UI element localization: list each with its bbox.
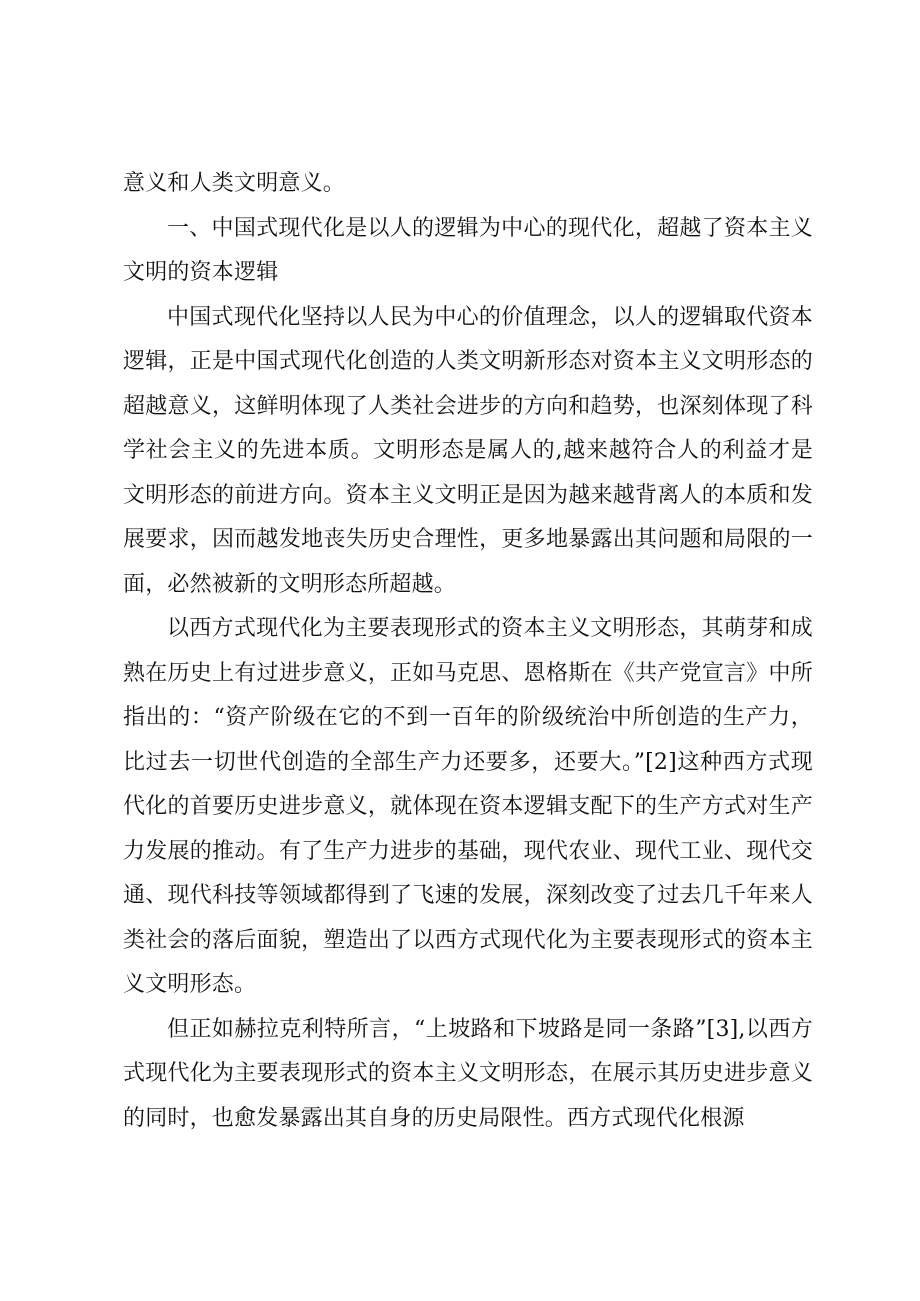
section-heading: 一、中国式现代化是以人的逻辑为中心的现代化，超越了资本主义文明的资本逻辑 <box>123 215 813 285</box>
paragraph-continuation: 意义和人类文明意义。 <box>123 171 346 196</box>
paragraph: 中国式现代化坚持以人民为中心的价值理念，以人的逻辑取代资本逻辑，正是中国式现代化创造的人类文明新形态对资本主义文明形态的超越意义，这鲜明体现了人类社会进步的方向和趋势，也深刻体现了科学社会主义的先进本质。文明形态是属人的,越来越符合人的利益才是文明形态的前进方向。资本主义文明正是因为越来越背离人的本质和发展要求，因而越发地丧失历史合理性，更多地暴露出其问题和局限的一面，必然被新的文明形态所超越。 <box>123 304 813 597</box>
body-text <box>123 162 813 1141</box>
paragraph: 但正如赫拉克利特所言，“上坡路和下坡路是同一条路”[3],以西方式现代化为主要表现形式的资本主义文明形态，在展示其历史进步意义的同时，也愈发暴露出其自身的历史局限性。西方式现代化根源 <box>123 1016 813 1131</box>
paragraph: 以西方式现代化为主要表现形式的资本主义文明形态，其萌芽和成熟在历史上有过进步意义，正如马克思、恩格斯在《共产党宣言》中所指出的：“资产阶级在它的不到一百年的阶级统治中所创造的生产力，比过去一切世代创造的全部生产力还要多，还要大。”[2]这种西方式现代化的首要历史进步意义，就体现在资本逻辑支配下的生产方式对生产力发展的推动。有了生产力进步的基础，现代农业、现代工业、现代交通、现代科技等领域都得到了飞速的发展，深刻改变了过去几千年来人类社会的落后面貌，塑造出了以西方式现代化为主要表现形式的资本主义文明形态。 <box>123 616 813 997</box>
